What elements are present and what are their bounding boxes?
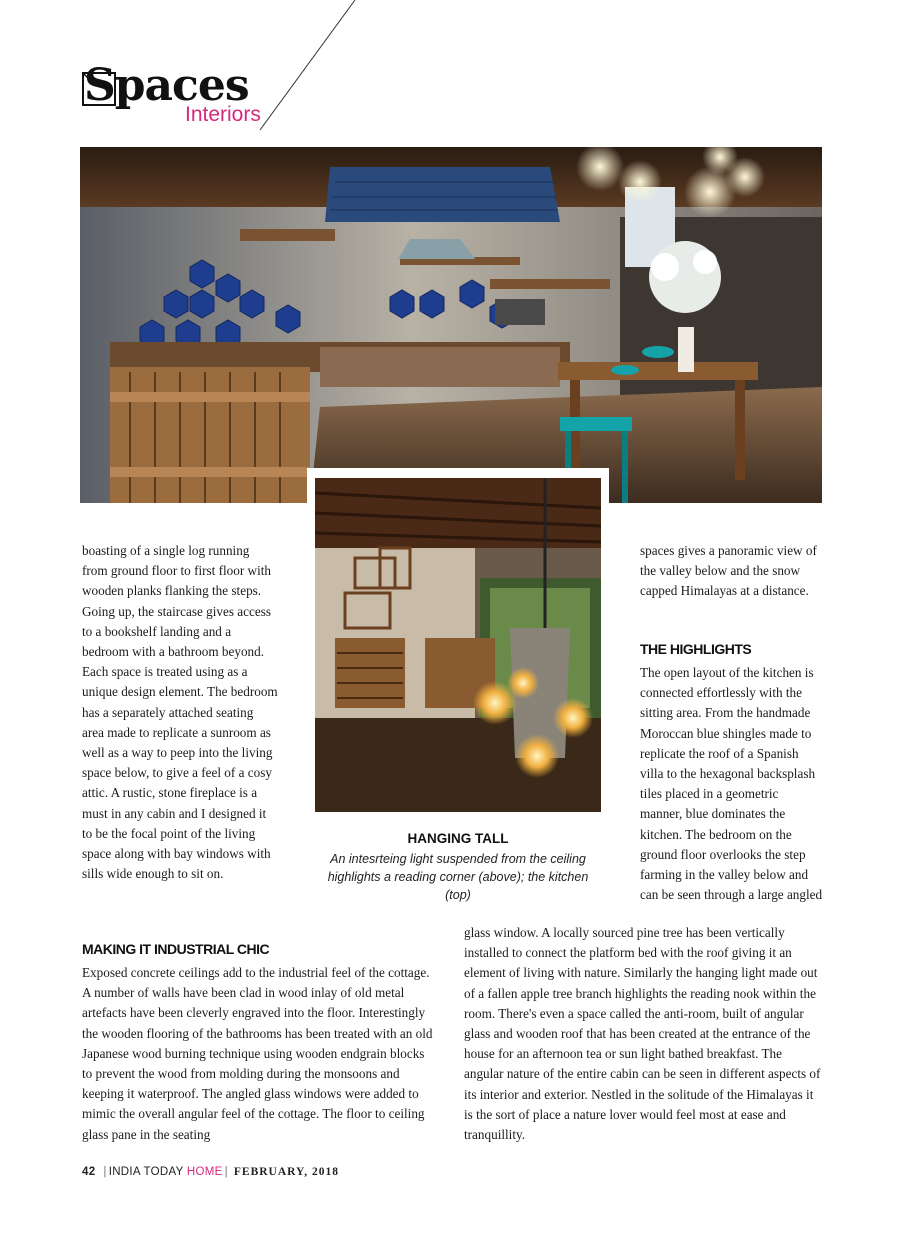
heading-highlights: THE HIGHLIGHTS xyxy=(640,641,752,657)
article-column-right-bottom: The open layout of the kitchen is connected effortlessly with the sitting area. From the handmade Moroccan blue shingles made to replicate the roof of a Spanish villa to the hexagonal backsplash tiles placed in a geometric manner, blue dominates the kitchen. The bedroom on the ground floor overlooks the step farming in the valley below and can be seen through a large angled xyxy=(640,665,823,903)
issue-date: FEBRUARY, 2018 xyxy=(233,1166,340,1178)
page-footer xyxy=(82,1166,339,1178)
caption-title: HANGING TALL xyxy=(407,831,509,846)
magazine-name: INDIA TODAY xyxy=(108,1166,184,1178)
article-column-right-top: spaces gives a panoramic view of the valley below and the snow capped Himalayas at a distance. xyxy=(640,543,817,599)
magazine-name-accent: HOME xyxy=(186,1166,223,1178)
caption-text: An intesrteing light suspended from the ceiling highlights a reading corner (above); the kitchen (top) xyxy=(327,852,589,902)
reading-nook-photo xyxy=(315,478,601,812)
footer-separator: | xyxy=(103,1166,107,1178)
footer-separator-2: | xyxy=(224,1166,228,1178)
heading-industrial-chic: MAKING IT INDUSTRIAL CHIC xyxy=(82,941,270,957)
article-column-bottom-left: Exposed concrete ceilings add to the industrial feel of the cottage. A number of walls have been clad in wood inlay of old metal artefacts have been cleverly engraved into the floor. Interestingly the wooden flooring of the bathrooms has been treated with an old Japanese wood burning technique using wooden endgrain blocks to prevent the wood from molding during the monsoons and keeping it waterproof. The angled glass windows were added to mimic the overall angular feel of the cottage. The floor to ceiling glass pane in the seating xyxy=(82,965,433,1142)
article-column-left: boasting of a single log running from ground floor to first floor with wooden planks flanking the steps. Going up, the staircase gives access to a bookshelf landing and a bedroom with a bathroom beyond. Each space is treated using as a unique design element. The bedroom has a separately attached seating area made to replicate a sunroom as well as a way to peep into the living space below, to give a feel of a cosy attic. A rustic, stone fireplace is a must in any cabin and I designed it to be the focal point of the living space along with bay windows with sills wide enough to sit on. xyxy=(82,543,278,882)
section-subtitle: Interiors xyxy=(185,103,261,126)
page-number: 42 xyxy=(82,1166,96,1178)
article-column-bottom-right: glass window. A locally sourced pine tree has been vertically installed to connect the platform bed with the roof giving it an element of living with nature. Similarly the hanging light made out of a fallen apple tree branch highlights the reading nook within the room. There's even a space called the anti-room, built of angular glass and wooden roof that has been created at the entrance of the house for an afternoon tea or sun light bathed breakfast. The angular nature of the entire cabin can be seen in different aspects of its interior and exterior. Nestled in the solitude of the Himalayas it is the sort of place a nature lover would feel most at ease and tranquillity. xyxy=(464,925,821,1143)
section-title: Spaces xyxy=(84,60,249,111)
header-diagonal-line xyxy=(255,0,375,140)
kitchen-photo xyxy=(80,147,822,503)
